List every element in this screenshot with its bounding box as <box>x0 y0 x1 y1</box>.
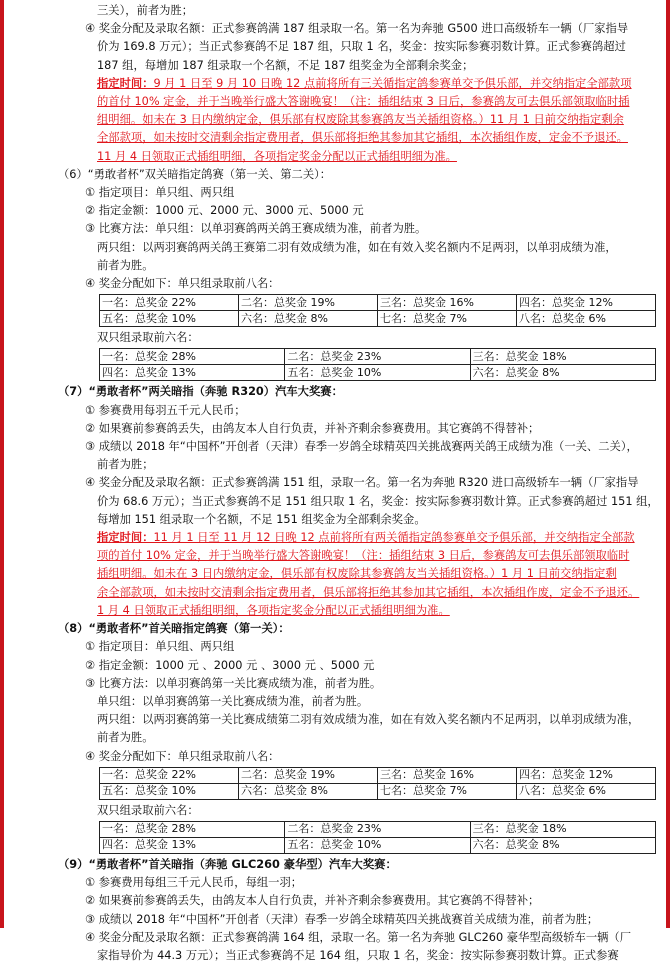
section-title-8: （8）“勇敢者杯”首关暗指定鸽赛（第一关）： <box>58 622 290 636</box>
table-cell: 八名：总奖金 6% <box>517 311 656 327</box>
table-cell: 一名：总奖金 22% <box>100 295 239 311</box>
text-line: 两只组：以两羽赛鸽两关鸽王赛第二羽有效成绩为准，如在有效入奖名额内不足两羽，以单羽成绩为准， <box>97 240 617 254</box>
single-prize-table <box>99 294 656 327</box>
deadline-notice: 插组明细。如未在 3 日内缴纳定金，俱乐部有权废除其参赛鸽友当关插组资格。）1 月 1 日前交纳指定剩 <box>97 567 617 581</box>
text-line: 每增加 151 组录取一个名额，不足 151 组奖金为全部剩余奖金。 <box>97 512 426 526</box>
text-line: 家指导价为 44.3 万元）；当正式参赛鸽不足 164 组，只取 1 名，奖金：按实际参赛羽数计算。正式参赛 <box>97 948 619 962</box>
deadline-notice: 1 月 4 日领取正式插组明细，各项指定奖金分配以正式插组明细为准。 <box>97 603 450 617</box>
table-cell: 五名：总奖金 10% <box>100 311 239 327</box>
table-row <box>100 837 656 853</box>
deadline-notice: 组明细。如未在 3 日内缴纳定金，俱乐部有权废除其参赛鸽友当关插组资格。）11 月 1 日前交纳指定剩余 <box>97 113 624 127</box>
table-cell: 二名：总奖金 19% <box>239 767 378 783</box>
table-row <box>100 311 656 327</box>
table-cell: 七名：总奖金 7% <box>378 311 517 327</box>
text-line: ④ 奖金分配如下：单只组录取前八名： <box>85 277 280 291</box>
table-row <box>100 349 656 365</box>
table-row <box>100 295 656 311</box>
table-cell: 五名：总奖金 10% <box>100 783 239 799</box>
table-cell: 四名：总奖金 12% <box>517 767 656 783</box>
text-line: 前者为胜。 <box>97 731 154 745</box>
deadline-notice: 全部款项，如未按时交清剩余指定费用者，俱乐部将拒绝其参加其它插组，本次插组作废，定金不予退还。 <box>97 131 628 145</box>
section-title-7: （7）“勇敢者杯”两关暗指（奔驰 R320）汽车大奖赛： <box>58 385 343 399</box>
text-line: ① 参赛费用每组三千元人民币，每组一羽； <box>85 876 303 890</box>
right-red-border <box>666 0 670 928</box>
table-cell: 五名：总奖金 10% <box>285 365 470 381</box>
text-line: ④ 奖金分配及录取名额：正式参赛鸽满 151 组，录取一名。第一名为奔驰 R320 进口高级轿车一辆（厂家指导 <box>85 476 639 490</box>
text-line: ① 指定项目：单只组、两只组 <box>85 186 235 200</box>
text-line: ④ 奖金分配及录取名额：正式参赛鸽满 187 组录取一名。第一名为奔驰 G500 进口高级轿车一辆（厂家指导 <box>85 22 629 36</box>
deadline-notice <box>52 75 656 93</box>
table-cell: 六名：总奖金 8% <box>239 311 378 327</box>
text-line: ④ 奖金分配如下：单只组录取前八名： <box>85 749 280 763</box>
table-cell: 二名：总奖金 19% <box>239 295 378 311</box>
table-cell: 二名：总奖金 23% <box>285 349 470 365</box>
table-row <box>100 783 656 799</box>
deadline-notice: 项的首付 10% 定金，并于当晚举行盛大答谢晚宴！（注：插组结束 3 日后，参赛鸽友可去俱乐部领取临时 <box>97 549 630 563</box>
text-line: ③ 成绩以 2018 年“中国杯”开创者（天津）春季一岁鸽全球精英四关挑战赛首关成绩为准，前者为胜； <box>85 912 599 926</box>
table-cell: 四名：总奖金 13% <box>100 365 285 381</box>
deadline-text: 11 月 1 日至 11 月 12 日晚 12 点前将所有两关循指定鸽参赛单交予俱乐部，并交纳指定全部款 <box>153 531 635 545</box>
table-cell: 四名：总奖金 13% <box>100 837 285 853</box>
section-title-6: （6）“勇敢者杯”双关暗指定鸽赛（第一关、第二关）： <box>58 167 332 181</box>
deadline-notice <box>52 529 656 547</box>
text-line: 前者为胜。 <box>97 258 154 272</box>
text-line: 187 组，每增加 187 组录取一个名额，不足 187 组奖金为全部剩余奖金； <box>97 58 474 72</box>
text-line: 价为 68.6 万元）；当正式参赛鸽不足 151 组只取 1 名，奖金：按实际参赛羽数计算。正式参赛鸽超过 151 组， <box>97 494 659 508</box>
double-prize-table <box>99 348 656 381</box>
text-line: ② 指定金额：1000 元 、2000 元 、3000 元 、5000 元 <box>85 658 375 672</box>
double-prize-table <box>99 821 656 854</box>
table-cell: 二名：总奖金 23% <box>285 821 470 837</box>
text-line: 两只组：以两羽赛鸽第一关比赛成绩第二羽有效成绩为准，如在有效入奖名额内不足两羽，以单羽成绩为准， <box>97 713 640 727</box>
table-cell: 一名：总奖金 28% <box>100 821 285 837</box>
table-row <box>100 767 656 783</box>
text-line: ④ 奖金分配及录取名额：正式参赛鸽满 164 组，录取一名。第一名为奔驰 GLC260 豪华型高级轿车一辆（厂 <box>85 930 632 944</box>
text-line: ③ 比赛方法：单只组：以单羽赛鸽两关鸽王赛成绩为准，前者为胜。 <box>85 222 427 236</box>
table-cell: 三名：总奖金 16% <box>378 295 517 311</box>
table-cell: 五名：总奖金 10% <box>285 837 470 853</box>
table-cell: 四名：总奖金 12% <box>517 295 656 311</box>
table-cell: 六名：总奖金 8% <box>470 365 655 381</box>
table-cell: 三名：总奖金 18% <box>470 821 655 837</box>
text-line: 双只组录取前六名： <box>97 803 199 817</box>
table-cell: 六名：总奖金 8% <box>239 783 378 799</box>
table-cell: 一名：总奖金 22% <box>100 767 239 783</box>
deadline-label: 指定时间： <box>97 76 154 90</box>
text-line: ② 如果赛前参赛鸽丢失，由鸽友本人自行负责，并补齐剩余参赛费用。其它赛鸽不得替补； <box>85 894 540 908</box>
document-page <box>52 2 659 965</box>
deadline-notice: 余全部款项，如未按时交清剩余指定费用者，俱乐部将拒绝其参加其它插组，本次插组作废，定金不予退还。 <box>97 585 640 599</box>
text-line: 前者为胜； <box>97 458 154 472</box>
table-cell: 六名：总奖金 8% <box>470 837 655 853</box>
deadline-notice: 的首付 10% 定金，并于当晚举行盛大答谢晚宴！（注：插组结束 3 日后，参赛鸽友可去俱乐部领取临时插 <box>97 95 630 109</box>
text-line: ③ 比赛方法：以单羽赛鸽第一关比赛成绩为准，前者为胜。 <box>85 676 382 690</box>
text-line: ③ 成绩以 2018 年“中国杯”开创者（天津）春季一岁鸽全球精英四关挑战赛两关鸽王成绩为准（一关、二关）， <box>85 440 638 454</box>
table-cell: 一名：总奖金 28% <box>100 349 285 365</box>
deadline-text: 9 月 1 日至 9 月 10 日晚 12 点前将所有三关循指定鸽参赛单交予俱乐部，并交纳指定全部款项 <box>153 76 632 90</box>
text-line: ① 参赛费用每羽五千元人民币； <box>85 403 246 417</box>
text-line: 价为 169.8 万元）；当正式参赛鸽不足 187 组，只取 1 名，奖金：按实际参赛羽数计算。正式参赛鸽超过 <box>97 40 626 54</box>
table-cell: 七名：总奖金 7% <box>378 783 517 799</box>
text-line: 单只组：以单羽赛鸽第一关比赛成绩为准，前者为胜。 <box>97 694 369 708</box>
text-line: ② 如果赛前参赛鸽丢失，由鸽友本人自行负责，并补齐剩余参赛费用。其它赛鸽不得替补； <box>85 421 540 435</box>
text-line: 三关），前者为胜； <box>97 4 194 17</box>
text-line: 双只组录取前六名： <box>97 331 199 345</box>
left-red-border <box>0 0 4 928</box>
single-prize-table <box>99 767 656 800</box>
table-cell: 三名：总奖金 18% <box>470 349 655 365</box>
text-line: ① 指定项目：单只组、两只组 <box>85 640 235 654</box>
table-cell: 八名：总奖金 6% <box>517 783 656 799</box>
deadline-notice: 11 月 4 日领取正式插组明细，各项指定奖金分配以正式插组明细为准。 <box>97 149 457 163</box>
table-row <box>100 365 656 381</box>
table-cell: 三名：总奖金 16% <box>378 767 517 783</box>
section-title-9: （9）“勇敢者杯”首关暗指（奔驰 GLC260 豪华型）汽车大奖赛： <box>58 857 397 871</box>
text-line: ② 指定金额：1000 元、2000 元、3000 元、5000 元 <box>85 204 364 218</box>
deadline-label: 指定时间： <box>97 531 154 545</box>
table-row <box>100 821 656 837</box>
